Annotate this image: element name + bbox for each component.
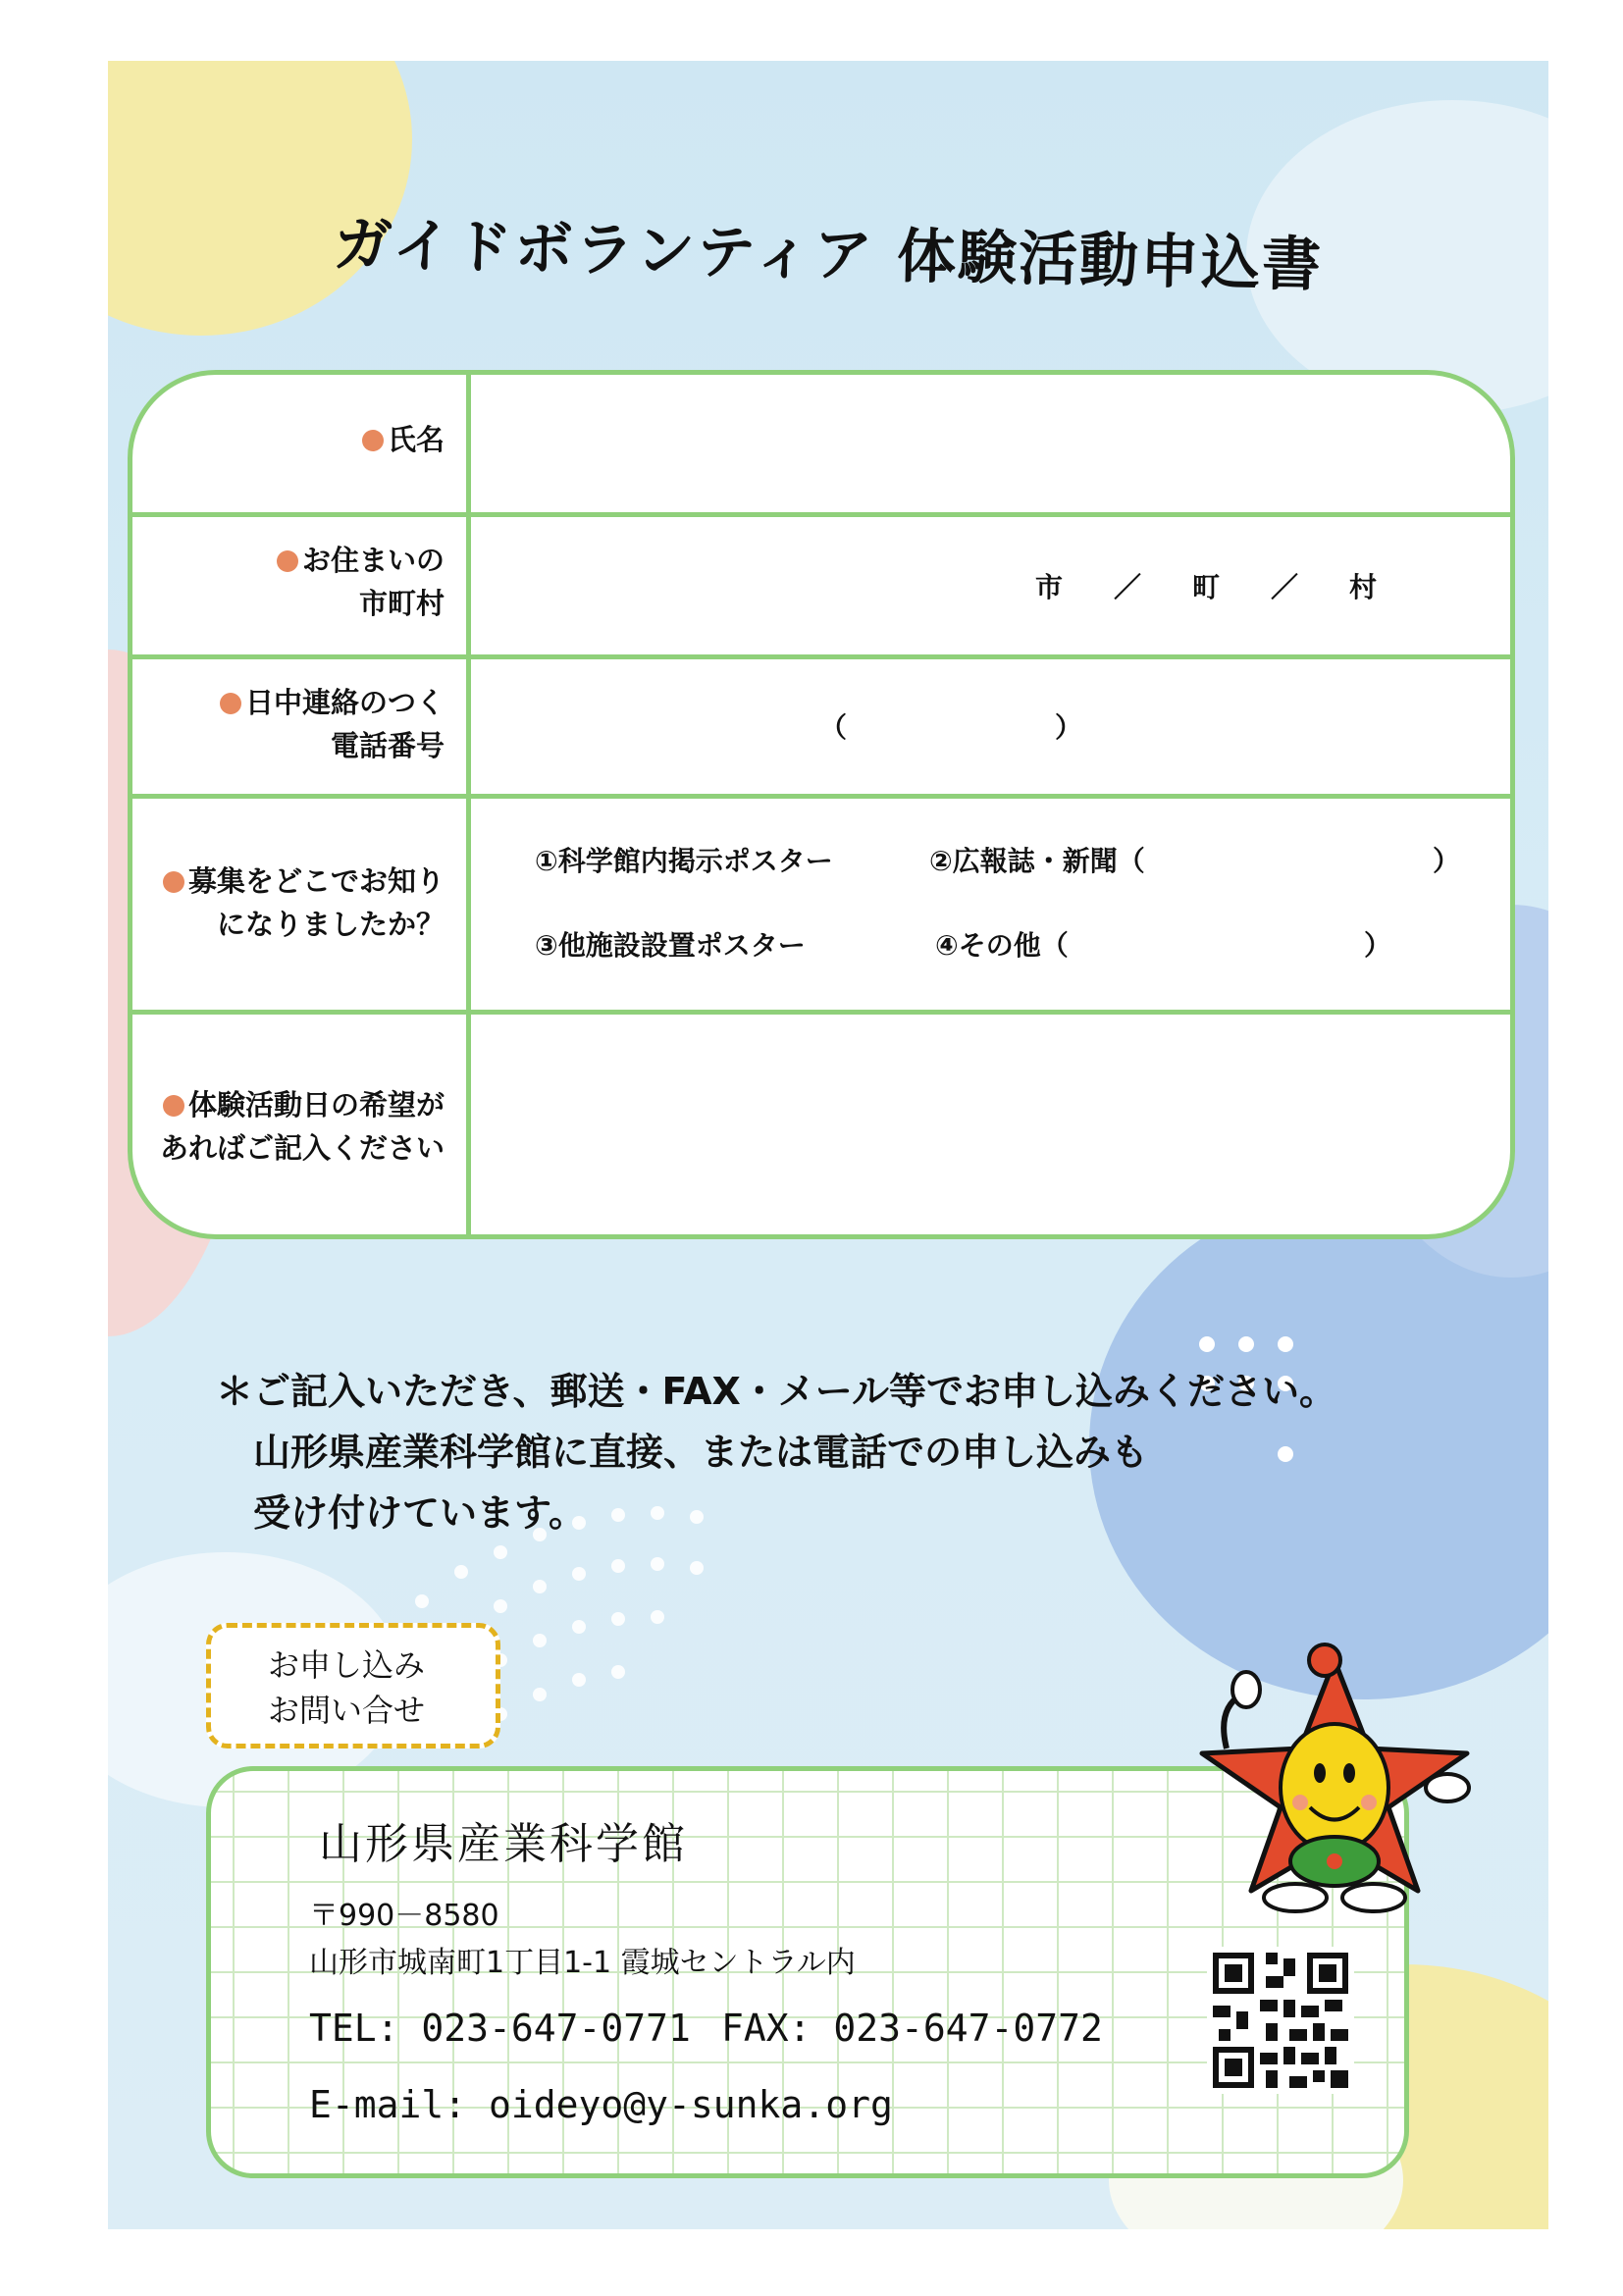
date-label-1: 体験活動日の希望が xyxy=(160,1083,445,1126)
notice xyxy=(216,1361,1336,1543)
phone-paren-open: （ xyxy=(819,711,848,744)
address-city: 市 xyxy=(1035,571,1064,603)
name-label: 氏名 xyxy=(362,418,445,461)
organization-name: 山形県産業科学館 xyxy=(319,1819,688,1869)
apply-line-2: お問い合せ xyxy=(268,1692,426,1729)
source-option-4[interactable]: ④その他（ xyxy=(935,929,1069,962)
phone-field[interactable] xyxy=(471,659,1510,794)
date-row xyxy=(132,1010,1510,1239)
notice-line-2: 山形県産業科学館に直接、または電話での申し込みも xyxy=(253,1431,1149,1474)
tel-number[interactable]: TEL: 023-647-0771 xyxy=(309,2007,691,2050)
star-mascot-icon xyxy=(1187,1641,1482,1935)
date-field[interactable] xyxy=(471,1015,1510,1239)
address-label-2: 市町村 xyxy=(358,587,445,620)
bullet-icon xyxy=(277,550,298,572)
bullet-icon xyxy=(220,693,241,714)
source-option-4-close: ） xyxy=(1364,929,1392,962)
bullet-icon xyxy=(163,871,184,893)
application-form xyxy=(128,370,1515,1239)
email-address[interactable]: E-mail: oideyo@y-sunka.org xyxy=(309,2083,893,2126)
fax-number[interactable]: FAX: 023-647-0772 xyxy=(721,2007,1103,2050)
address-town: 町 xyxy=(1192,571,1221,603)
source-label-2: になりましたか？ xyxy=(216,908,445,941)
apply-inquiry-label xyxy=(206,1623,500,1748)
flyer-background xyxy=(108,61,1548,2229)
name-field[interactable] xyxy=(471,375,1510,512)
phone-label-1: 日中連絡のつく xyxy=(220,681,445,724)
address-label-1: お住まいの xyxy=(277,539,445,582)
bullet-icon xyxy=(362,430,384,451)
address-sep-2: ／ xyxy=(1271,571,1299,603)
postal-code: 〒990－8580 xyxy=(309,1899,499,1933)
page-title: ガイドボランティア 体験活動申込書 xyxy=(333,210,1324,300)
qr-code-icon[interactable] xyxy=(1207,1947,1354,2094)
notice-line-1: ＊ご記入いただき、郵送・FAX・メール等でお申し込みください。 xyxy=(216,1370,1337,1413)
source-row xyxy=(132,794,1510,1010)
column-divider xyxy=(466,799,471,1010)
source-option-1[interactable]: ①科学館内掲示ポスター xyxy=(535,845,833,877)
address-village: 村 xyxy=(1349,571,1378,603)
address-sep-1: ／ xyxy=(1114,571,1142,603)
notice-line-3: 受け付けています。 xyxy=(253,1491,586,1535)
street-address: 山形市城南町1丁目1-1 霞城セントラル内 xyxy=(309,1946,856,1980)
apply-line-1: お申し込み xyxy=(268,1646,426,1684)
source-option-2[interactable]: ②広報誌・新聞（ xyxy=(929,845,1145,877)
source-option-3[interactable]: ③他施設設置ポスター xyxy=(535,929,806,962)
date-label-2: あればご記入ください xyxy=(159,1131,445,1165)
source-label-1: 募集をどこでお知り xyxy=(163,860,445,903)
phone-paren-close: ） xyxy=(1055,711,1083,744)
source-option-2-close: ） xyxy=(1433,845,1461,877)
phone-row xyxy=(132,654,1510,794)
phone-label-2: 電話番号 xyxy=(330,729,445,762)
address-row xyxy=(132,512,1510,654)
bullet-icon xyxy=(163,1095,184,1117)
